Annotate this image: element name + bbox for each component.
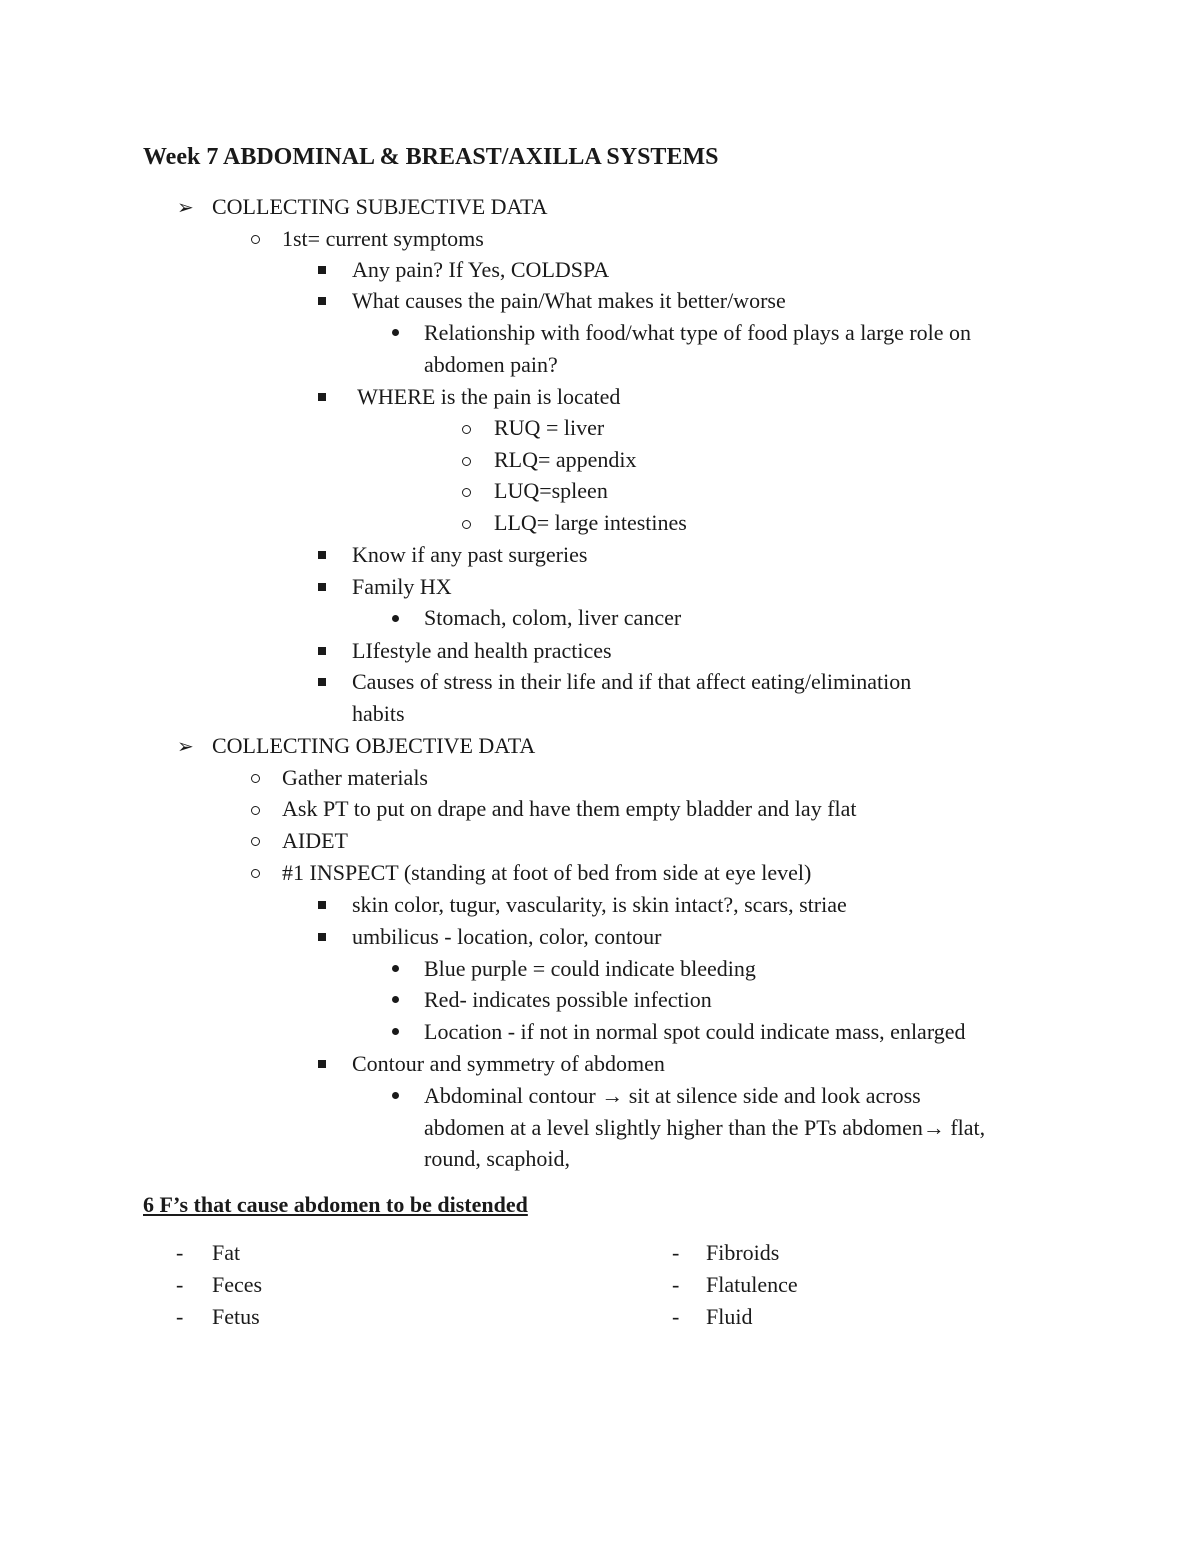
list-item: LLQ= large intestines	[494, 510, 687, 535]
list-item: Red- indicates possible infection	[424, 987, 712, 1012]
dash-bullet: -	[176, 1272, 184, 1297]
list-item: Feces	[212, 1272, 263, 1297]
circle-bullet-icon	[251, 837, 260, 846]
list-item: Fetus	[212, 1304, 260, 1329]
list-item: Gather materials	[282, 765, 428, 790]
circle-bullet-icon	[462, 520, 471, 529]
dash-bullet: -	[176, 1240, 184, 1265]
square-bullet-icon	[318, 901, 326, 909]
list-item: #1 INSPECT (standing at foot of bed from side at eye level)	[282, 860, 812, 885]
list-item: Any pain? If Yes, COLDSPA	[352, 257, 610, 282]
square-bullet-icon	[318, 1060, 326, 1068]
square-bullet-icon	[318, 297, 326, 305]
circle-bullet-icon	[251, 235, 260, 244]
list-item: LIfestyle and health practices	[352, 638, 612, 663]
list-item: Flatulence	[706, 1272, 798, 1297]
dash-bullet: -	[672, 1240, 680, 1265]
dot-bullet-icon	[392, 996, 399, 1003]
circle-bullet-icon	[251, 774, 260, 783]
circle-bullet-icon	[462, 457, 471, 466]
arrow-bullet-icon: ➢	[177, 197, 194, 219]
square-bullet-icon	[318, 647, 326, 655]
section-heading-subjective: COLLECTING SUBJECTIVE DATA	[212, 194, 548, 219]
list-item: What causes the pain/What makes it better/worse	[352, 288, 786, 313]
circle-bullet-icon	[462, 425, 471, 434]
square-bullet-icon	[318, 393, 326, 401]
dash-bullet: -	[176, 1304, 184, 1329]
list-item-continuation: round, scaphoid,	[424, 1146, 571, 1171]
dot-bullet-icon	[392, 1092, 399, 1099]
dash-bullet: -	[672, 1272, 680, 1297]
dot-bullet-icon	[392, 329, 399, 336]
list-item: RLQ= appendix	[494, 447, 637, 472]
list-item: Family HX	[352, 574, 452, 599]
dot-bullet-icon	[392, 1028, 399, 1035]
section-heading-six-fs: 6 F’s that cause abdomen to be distended	[143, 1192, 528, 1217]
page-title: Week 7 ABDOMINAL & BREAST/AXILLA SYSTEMS	[143, 144, 719, 170]
list-item: Know if any past surgeries	[352, 542, 588, 567]
square-bullet-icon	[318, 551, 326, 559]
circle-bullet-icon	[251, 869, 260, 878]
dash-bullet: -	[672, 1304, 680, 1329]
arrow-bullet-icon: ➢	[177, 736, 194, 758]
list-item: Stomach, colom, liver cancer	[424, 605, 682, 630]
list-item-continuation: habits	[352, 701, 405, 726]
list-item: WHERE is the pain is located	[352, 384, 621, 409]
list-item: Abdominal contour → sit at silence side and look across	[424, 1083, 921, 1108]
circle-bullet-icon	[251, 806, 260, 815]
list-item: umbilicus - location, color, contour	[352, 924, 662, 949]
list-item: Fat	[212, 1240, 241, 1265]
list-item: RUQ = liver	[494, 415, 605, 440]
list-item: Fibroids	[706, 1240, 780, 1265]
list-item: LUQ=spleen	[494, 478, 608, 503]
list-item: Fluid	[706, 1304, 753, 1329]
list-item: Causes of stress in their life and if that affect eating/elimination	[352, 669, 912, 694]
square-bullet-icon	[318, 933, 326, 941]
list-item: 1st= current symptoms	[282, 226, 484, 251]
list-item: skin color, tugur, vascularity, is skin intact?, scars, striae	[352, 892, 847, 917]
list-item: AIDET	[282, 828, 348, 853]
list-item: Ask PT to put on drape and have them empty bladder and lay flat	[282, 796, 857, 821]
dot-bullet-icon	[392, 615, 399, 622]
square-bullet-icon	[318, 583, 326, 591]
list-item: Relationship with food/what type of food plays a large role on	[424, 320, 972, 345]
section-heading-objective: COLLECTING OBJECTIVE DATA	[212, 733, 536, 758]
list-item: Location - if not in normal spot could indicate mass, enlarged	[424, 1019, 966, 1044]
list-item: Blue purple = could indicate bleeding	[424, 956, 756, 981]
square-bullet-icon	[318, 266, 326, 274]
dot-bullet-icon	[392, 965, 399, 972]
list-item-continuation: abdomen at a level slightly higher than the PTs abdomen→ flat,	[424, 1115, 986, 1140]
list-item-continuation: abdomen pain?	[424, 352, 558, 377]
list-item: Contour and symmetry of abdomen	[352, 1051, 665, 1076]
circle-bullet-icon	[462, 488, 471, 497]
square-bullet-icon	[318, 678, 326, 686]
